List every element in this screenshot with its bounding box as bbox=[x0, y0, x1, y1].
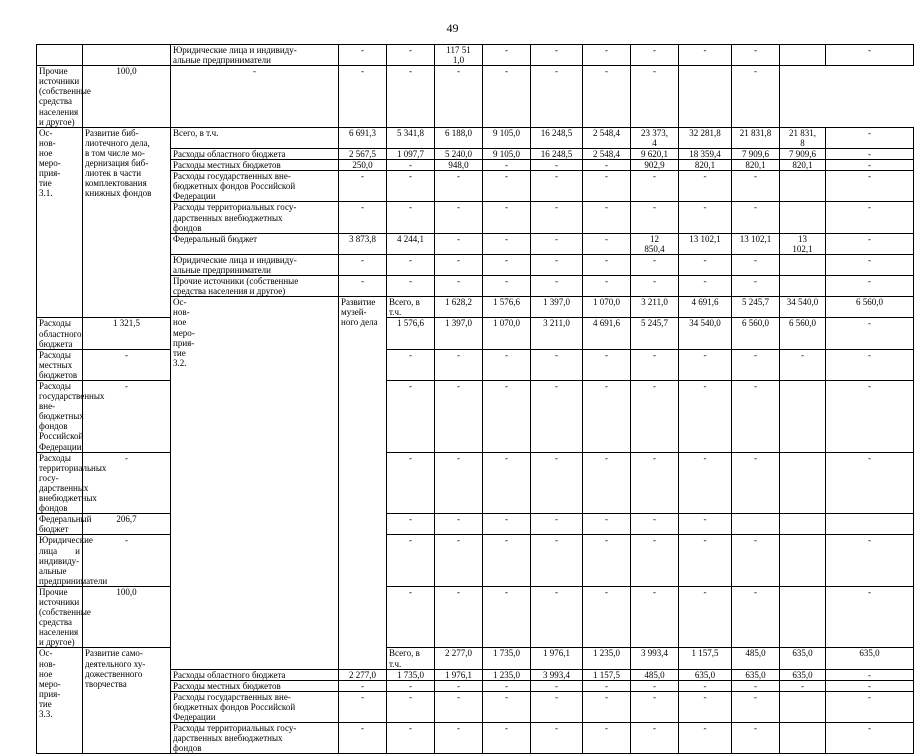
table-cell: 635,0 bbox=[732, 669, 780, 680]
table-cell bbox=[780, 381, 826, 453]
table-row bbox=[37, 66, 914, 128]
table-cell: 1 397,0 bbox=[435, 318, 483, 349]
table-cell: - bbox=[435, 680, 483, 691]
table-cell: - bbox=[679, 171, 732, 202]
table-cell: - bbox=[435, 381, 483, 453]
table-cell: - bbox=[531, 45, 583, 66]
table-cell: 23 373, 4 bbox=[631, 127, 679, 148]
table-cell: - bbox=[339, 680, 387, 691]
table-cell: 250,0 bbox=[339, 160, 387, 171]
table-cell: - bbox=[531, 233, 583, 254]
table-cell: 2 548,4 bbox=[583, 148, 631, 159]
funding-table-body bbox=[37, 45, 914, 754]
table-cell: 4 244,1 bbox=[387, 233, 435, 254]
table-cell: 635,0 bbox=[826, 648, 914, 669]
table-cell: - bbox=[387, 66, 435, 128]
table-cell: - bbox=[732, 276, 780, 297]
table-cell: - bbox=[339, 691, 387, 722]
table-cell: - bbox=[387, 535, 435, 586]
table-cell: - bbox=[531, 160, 583, 171]
table-cell: - bbox=[732, 680, 780, 691]
table-cell: - bbox=[483, 586, 531, 648]
table-cell: 7 909,6 bbox=[732, 148, 780, 159]
table-cell: - bbox=[483, 691, 531, 722]
table-cell: Расходы территориальных госу- дарственных внебюджетных фондов bbox=[171, 723, 339, 754]
table-cell: Всего, в т.ч. bbox=[387, 297, 435, 318]
table-cell: - bbox=[826, 233, 914, 254]
table-cell: - bbox=[583, 586, 631, 648]
table-cell: 1 097,7 bbox=[387, 148, 435, 159]
table-cell: 6 560,0 bbox=[826, 297, 914, 318]
table-cell: 5 245,7 bbox=[732, 297, 780, 318]
table-cell: - bbox=[631, 723, 679, 754]
table-cell: - bbox=[732, 691, 780, 722]
table-cell: 3 993,4 bbox=[631, 648, 679, 669]
table-cell: - bbox=[826, 381, 914, 453]
table-cell: Расходы государственных вне- бюджетных фондов Российской Федерации bbox=[171, 171, 339, 202]
table-cell: - bbox=[583, 233, 631, 254]
table-cell: Расходы территориальных госу- дарственных внебюджетных фондов bbox=[171, 202, 339, 233]
table-cell: - bbox=[679, 586, 732, 648]
table-cell: - bbox=[339, 276, 387, 297]
table-cell: 1 235,0 bbox=[583, 648, 631, 669]
table-cell: 2 277,0 bbox=[339, 669, 387, 680]
table-cell: - bbox=[531, 381, 583, 453]
table-cell: - bbox=[826, 723, 914, 754]
table-cell: - bbox=[483, 202, 531, 233]
table-cell: 9 105,0 bbox=[483, 148, 531, 159]
table-cell bbox=[780, 535, 826, 586]
table-cell: - bbox=[387, 691, 435, 722]
table-cell: 485,0 bbox=[732, 648, 780, 669]
table-cell: - bbox=[631, 171, 679, 202]
table-cell: - bbox=[631, 45, 679, 66]
table-cell bbox=[780, 171, 826, 202]
table-cell: 4 691,6 bbox=[583, 318, 631, 349]
table-cell: - bbox=[679, 452, 732, 514]
table-cell: - bbox=[826, 452, 914, 514]
table-cell: 1 235,0 bbox=[483, 669, 531, 680]
table-cell: 5 245,7 bbox=[631, 318, 679, 349]
table-cell: - bbox=[387, 723, 435, 754]
table-cell: - bbox=[531, 349, 583, 380]
table-cell: - bbox=[732, 586, 780, 648]
table-cell: - bbox=[435, 723, 483, 754]
table-row bbox=[37, 318, 914, 349]
table-cell: - bbox=[387, 381, 435, 453]
table-cell: 1 976,1 bbox=[435, 669, 483, 680]
table-row bbox=[37, 127, 914, 148]
table-cell: - bbox=[387, 514, 435, 535]
table-cell: - bbox=[339, 171, 387, 202]
table-row bbox=[37, 586, 914, 648]
table-cell: - bbox=[531, 171, 583, 202]
table-cell: - bbox=[387, 202, 435, 233]
table-cell: - bbox=[531, 202, 583, 233]
table-cell: - bbox=[826, 45, 914, 66]
table-cell: - bbox=[387, 349, 435, 380]
table-cell: 13 102,1 bbox=[732, 233, 780, 254]
table-cell: - bbox=[387, 680, 435, 691]
table-cell: - bbox=[631, 202, 679, 233]
table-cell: 6 691,3 bbox=[339, 127, 387, 148]
funding-table bbox=[36, 44, 914, 754]
table-cell: Всего, в т.ч. bbox=[387, 648, 435, 669]
table-cell: 1 628,2 bbox=[435, 297, 483, 318]
table-cell: 1 576,6 bbox=[387, 318, 435, 349]
table-cell: - bbox=[83, 349, 171, 380]
table-cell: 1 976,1 bbox=[531, 648, 583, 669]
table-cell: - bbox=[483, 45, 531, 66]
table-cell: - bbox=[483, 535, 531, 586]
table-cell: - bbox=[732, 45, 780, 66]
table-cell: Расходы областного бюджета bbox=[171, 148, 339, 159]
table-cell bbox=[780, 45, 826, 66]
table-cell: - bbox=[826, 691, 914, 722]
table-cell: 117 51 1,0 bbox=[435, 45, 483, 66]
table-cell: - bbox=[679, 202, 732, 233]
table-cell: - bbox=[631, 691, 679, 722]
table-cell: 7 909,6 bbox=[780, 148, 826, 159]
table-cell: - bbox=[732, 202, 780, 233]
table-cell: - bbox=[826, 586, 914, 648]
table-cell bbox=[37, 45, 83, 66]
table-cell bbox=[780, 586, 826, 648]
table-cell: - bbox=[483, 160, 531, 171]
table-cell: 3 993,4 bbox=[531, 669, 583, 680]
table-cell: Всего, в т.ч. bbox=[171, 127, 339, 148]
table-cell: Прочие источники (собственные средства населения и другое) bbox=[37, 66, 83, 128]
table-cell: - bbox=[387, 452, 435, 514]
table-cell: Расходы местных бюджетов bbox=[171, 680, 339, 691]
table-cell: - bbox=[531, 514, 583, 535]
table-cell bbox=[780, 723, 826, 754]
table-cell: - bbox=[826, 127, 914, 148]
table-cell: - bbox=[631, 254, 679, 275]
table-cell: - bbox=[826, 276, 914, 297]
table-cell: 635,0 bbox=[679, 669, 732, 680]
table-cell: 16 248,5 bbox=[531, 127, 583, 148]
table-cell: - bbox=[531, 586, 583, 648]
table-cell: - bbox=[435, 349, 483, 380]
table-cell: - bbox=[483, 381, 531, 453]
table-cell: - bbox=[483, 349, 531, 380]
table-cell: - bbox=[679, 514, 732, 535]
table-cell: 9 105,0 bbox=[483, 127, 531, 148]
table-cell: Ос- нов- ное меро- прия- тие 3.2. bbox=[171, 297, 339, 669]
table-cell: - bbox=[483, 514, 531, 535]
table-cell: Юридические лица и индивиду- альные предприниматели bbox=[37, 535, 83, 586]
table-cell: - bbox=[483, 171, 531, 202]
table-cell: - bbox=[171, 66, 339, 128]
table-cell: - bbox=[732, 381, 780, 453]
table-cell: 34 540,0 bbox=[679, 318, 732, 349]
table-cell: - bbox=[583, 680, 631, 691]
table-cell: - bbox=[583, 381, 631, 453]
table-cell: - bbox=[583, 66, 631, 128]
table-cell: - bbox=[531, 66, 583, 128]
table-cell: 1 321,5 bbox=[83, 318, 171, 349]
table-cell bbox=[780, 202, 826, 233]
table-cell: - bbox=[387, 171, 435, 202]
table-cell: - bbox=[631, 276, 679, 297]
table-cell: - bbox=[483, 452, 531, 514]
table-cell: 1 157,5 bbox=[583, 669, 631, 680]
table-cell: - bbox=[435, 171, 483, 202]
table-cell: - bbox=[583, 276, 631, 297]
table-cell: - bbox=[435, 254, 483, 275]
table-cell: - bbox=[826, 160, 914, 171]
table-cell: - bbox=[83, 452, 171, 514]
table-cell: 1 735,0 bbox=[483, 648, 531, 669]
table-cell: - bbox=[679, 535, 732, 586]
table-cell: 18 359,4 bbox=[679, 148, 732, 159]
table-row bbox=[37, 535, 914, 586]
table-cell: - bbox=[583, 254, 631, 275]
table-cell: 4 691,6 bbox=[679, 297, 732, 318]
table-cell: Юридические лица и индивиду- альные предприниматели bbox=[171, 254, 339, 275]
table-cell: - bbox=[483, 66, 531, 128]
table-cell: - bbox=[531, 254, 583, 275]
table-cell: - bbox=[583, 171, 631, 202]
table-cell: - bbox=[387, 45, 435, 66]
table-row bbox=[37, 514, 914, 535]
table-cell: 13 102,1 bbox=[780, 233, 826, 254]
table-cell: Развитие само- деятельного ху- дожественного творчества bbox=[83, 648, 171, 754]
table-cell: 3 211,0 bbox=[531, 318, 583, 349]
table-cell: 5 240,0 bbox=[435, 148, 483, 159]
table-cell: - bbox=[339, 254, 387, 275]
table-cell: - bbox=[631, 66, 679, 128]
table-cell bbox=[780, 254, 826, 275]
table-cell: - bbox=[732, 452, 780, 514]
table-cell: 2 567,5 bbox=[339, 148, 387, 159]
table-cell: Расходы местных бюджетов bbox=[37, 349, 83, 380]
table-row bbox=[37, 452, 914, 514]
table-cell: - bbox=[435, 276, 483, 297]
table-cell: - bbox=[83, 535, 171, 586]
table-cell: Прочие источники (собственные средства населения и другое) bbox=[171, 276, 339, 297]
table-cell: Прочие источники (собственные средства населения и другое) bbox=[37, 586, 83, 648]
table-cell: - bbox=[435, 514, 483, 535]
table-cell: - bbox=[483, 233, 531, 254]
table-cell: - bbox=[435, 586, 483, 648]
table-cell: Юридические лица и индивиду- альные предприниматели bbox=[171, 45, 339, 66]
table-cell bbox=[780, 452, 826, 514]
table-cell: - bbox=[435, 691, 483, 722]
table-cell: 1 070,0 bbox=[583, 297, 631, 318]
table-cell: 2 548,4 bbox=[583, 127, 631, 148]
table-cell: 21 831,8 bbox=[732, 127, 780, 148]
table-cell: - bbox=[339, 66, 387, 128]
table-cell: 1 735,0 bbox=[387, 669, 435, 680]
table-cell: - bbox=[339, 723, 387, 754]
table-cell: - bbox=[339, 202, 387, 233]
table-cell: - bbox=[583, 202, 631, 233]
table-cell: - bbox=[679, 680, 732, 691]
table-cell: Ос- нов- ное меро- прия- тие 3.1. bbox=[37, 127, 83, 318]
table-cell: Федеральный бюджет bbox=[37, 514, 83, 535]
table-row bbox=[37, 381, 914, 453]
table-cell: - bbox=[631, 514, 679, 535]
table-cell: - bbox=[826, 318, 914, 349]
table-cell: 820,1 bbox=[679, 160, 732, 171]
table-row bbox=[37, 648, 914, 669]
table-cell: - bbox=[732, 535, 780, 586]
table-cell bbox=[83, 45, 171, 66]
table-cell: - bbox=[679, 691, 732, 722]
table-cell: - bbox=[435, 233, 483, 254]
table-row bbox=[37, 349, 914, 380]
table-cell: - bbox=[826, 171, 914, 202]
table-cell: 948,0 bbox=[435, 160, 483, 171]
table-cell: - bbox=[631, 586, 679, 648]
table-cell: 820,1 bbox=[780, 160, 826, 171]
table-cell: - bbox=[583, 691, 631, 722]
table-cell: - bbox=[826, 680, 914, 691]
table-cell: Расходы территориальных госу- дарственных внебюджетных фондов bbox=[37, 452, 83, 514]
table-cell: 635,0 bbox=[780, 669, 826, 680]
table-cell: 6 188,0 bbox=[435, 127, 483, 148]
table-cell: - bbox=[732, 171, 780, 202]
table-cell: - bbox=[679, 276, 732, 297]
table-cell: - bbox=[531, 535, 583, 586]
table-cell: - bbox=[583, 514, 631, 535]
table-cell: 34 540,0 bbox=[780, 297, 826, 318]
table-cell: - bbox=[679, 723, 732, 754]
table-cell: - bbox=[679, 254, 732, 275]
table-cell: - bbox=[583, 160, 631, 171]
table-cell: - bbox=[483, 254, 531, 275]
table-cell: 206,7 bbox=[83, 514, 171, 535]
table-cell: 32 281,8 bbox=[679, 127, 732, 148]
table-cell: 100,0 bbox=[83, 66, 171, 128]
table-cell: - bbox=[826, 148, 914, 159]
table-cell: - bbox=[631, 680, 679, 691]
table-row bbox=[37, 45, 914, 66]
table-cell: 3 211,0 bbox=[631, 297, 679, 318]
table-cell: - bbox=[826, 669, 914, 680]
table-cell: 485,0 bbox=[631, 669, 679, 680]
table-cell: - bbox=[483, 276, 531, 297]
table-cell: - bbox=[732, 723, 780, 754]
table-cell: 902,9 bbox=[631, 160, 679, 171]
table-cell: 13 102,1 bbox=[679, 233, 732, 254]
table-cell: - bbox=[531, 723, 583, 754]
table-cell: - bbox=[780, 349, 826, 380]
table-cell bbox=[780, 691, 826, 722]
table-cell: - bbox=[83, 381, 171, 453]
table-cell: - bbox=[631, 349, 679, 380]
table-cell: 1 070,0 bbox=[483, 318, 531, 349]
table-cell: - bbox=[531, 276, 583, 297]
table-cell: - bbox=[732, 66, 780, 128]
table-cell: - bbox=[780, 680, 826, 691]
table-cell: - bbox=[732, 254, 780, 275]
table-cell: - bbox=[387, 254, 435, 275]
table-cell: - bbox=[339, 45, 387, 66]
table-cell: - bbox=[631, 535, 679, 586]
table-cell bbox=[732, 514, 780, 535]
table-cell: Расходы областного бюджета bbox=[37, 318, 83, 349]
table-cell: Развитие музей- ного дела bbox=[339, 297, 387, 669]
table-cell: - bbox=[679, 45, 732, 66]
table-cell: - bbox=[435, 66, 483, 128]
table-cell: - bbox=[387, 586, 435, 648]
table-cell: - bbox=[531, 691, 583, 722]
table-cell: - bbox=[387, 160, 435, 171]
table-cell: - bbox=[435, 202, 483, 233]
table-cell: 3 873,8 bbox=[339, 233, 387, 254]
table-cell: 1 576,6 bbox=[483, 297, 531, 318]
table-cell: 12 850,4 bbox=[631, 233, 679, 254]
table-cell: Расходы государственных вне- бюджетных фондов Российской Федерации bbox=[171, 691, 339, 722]
table-cell: - bbox=[531, 680, 583, 691]
table-cell: 2 277,0 bbox=[435, 648, 483, 669]
table-cell: 1 157,5 bbox=[679, 648, 732, 669]
table-cell: Расходы государственных вне- бюджетных фондов Российской Федерации bbox=[37, 381, 83, 453]
table-cell: - bbox=[631, 452, 679, 514]
table-cell: - bbox=[732, 349, 780, 380]
table-cell: 5 341,8 bbox=[387, 127, 435, 148]
table-cell: - bbox=[583, 723, 631, 754]
table-cell: Ос- нов- ное меро- прия- тие 3.3. bbox=[37, 648, 83, 754]
table-cell: - bbox=[435, 535, 483, 586]
table-cell bbox=[780, 514, 826, 535]
table-cell: - bbox=[826, 254, 914, 275]
table-cell: 21 831, 8 bbox=[780, 127, 826, 148]
table-cell: 16 248,5 bbox=[531, 148, 583, 159]
table-cell: 6 560,0 bbox=[732, 318, 780, 349]
table-cell: - bbox=[435, 452, 483, 514]
table-cell: Развитие биб- лиотечного дела, в том числе мо- дернизация биб- лиотек в части комплектования книжных фондов bbox=[83, 127, 171, 318]
table-cell: - bbox=[679, 349, 732, 380]
table-cell: Расходы областного бюджета bbox=[171, 669, 339, 680]
table-cell: - bbox=[483, 723, 531, 754]
page-number: 49 bbox=[446, 21, 459, 35]
table-cell: - bbox=[583, 452, 631, 514]
table-cell: 820,1 bbox=[732, 160, 780, 171]
table-cell: 1 397,0 bbox=[531, 297, 583, 318]
table-cell bbox=[679, 66, 732, 128]
table-cell: 100,0 bbox=[83, 586, 171, 648]
table-cell: - bbox=[583, 45, 631, 66]
table-cell bbox=[780, 276, 826, 297]
table-cell: - bbox=[826, 535, 914, 586]
table-cell: - bbox=[483, 680, 531, 691]
table-cell: - bbox=[826, 202, 914, 233]
table-cell: - bbox=[583, 535, 631, 586]
table-cell: - bbox=[826, 349, 914, 380]
table-cell: 9 620,1 bbox=[631, 148, 679, 159]
table-cell: 6 560,0 bbox=[780, 318, 826, 349]
table-cell: Расходы местных бюджетов bbox=[171, 160, 339, 171]
table-cell: Федеральный бюджет bbox=[171, 233, 339, 254]
table-cell: - bbox=[387, 276, 435, 297]
table-cell: - bbox=[679, 381, 732, 453]
table-cell: - bbox=[531, 452, 583, 514]
table-cell: - bbox=[631, 381, 679, 453]
table-cell: 635,0 bbox=[780, 648, 826, 669]
table-cell bbox=[826, 514, 914, 535]
table-cell: - bbox=[583, 349, 631, 380]
